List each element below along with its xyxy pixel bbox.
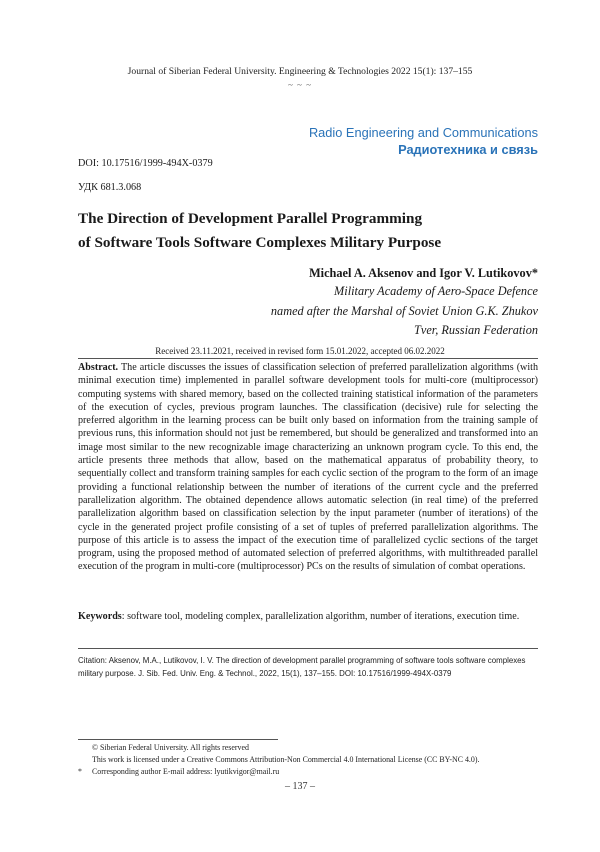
keywords-label: Keywords — [78, 611, 122, 622]
affiliation — [271, 282, 538, 341]
abstract — [78, 361, 538, 574]
corresponding-text: Corresponding author E-mail address: lyutikvigor@mail.ru — [92, 767, 280, 776]
section-title-en: Radio Engineering and Communications — [308, 125, 538, 140]
authors: Michael A. Aksenov and Igor V. Lutikovov* — [309, 266, 538, 280]
journal-header: Journal of Siberian Federal University. Engineering & Technologies 2022 15(1): 137–155 — [127, 66, 473, 77]
license-text: This work is licensed under a Creative Commons Attribution-Non Commercial 4.0 International License (CC BY-NC 4.0). — [92, 755, 480, 764]
affiliation-line-1: Military Academy of Aero-Space Defence — [334, 284, 538, 298]
abstract-label: Abstract. — [78, 362, 119, 373]
copyright-text: © Siberian Federal University. All rights reserved — [92, 743, 249, 752]
section-title-ru: Радиотехника и связь — [398, 142, 538, 157]
paper-title — [78, 207, 538, 255]
footnote-copyright — [78, 742, 548, 754]
asterisk-mark: * — [78, 767, 82, 776]
doi: DOI: 10.17516/1999-494X-0379 — [78, 158, 213, 169]
abstract-text: The article discusses the issues of classification selection of preferred parallelization algorithms (with minimal execution time) implemented in parallel software development tools for multi-core (multiprocessor) computing systems with shared memory, based on the collected training statistical information of the parameters of the execution of cycles, previous program launches. The classification (decisive) rule for selecting the preferred algorithm in the learning process can be built only based on information from the training sample of previous runs, this information should not just be remembered, but should be generalized and transformed into an image most similar to the new recognizable image characterizing an unknown program cycle. To this end, the article presents three methods that allow, based on the mathematical apparatus of probability theory, to sequentially collect and transform training samples for each cyclic section of the program to the form of an image providing a functional relationship between the number of iterations of the current cycle and the preferred parallelization algorithm. The obtained dependence allows automatic selection (in real time) of the preferred parallelization algorithm based on classification selection by the input parameter (number of iterations) of the cycle in the generated project profile consisting of a set of tuples of preferred parallelization algorithms. The purpose of this article is to assess the impact of the execution time of parallelized cyclic sections of the target program, using the proposed method of automated selection of preferred algorithms, with multithreaded parallel execution of the program in multi-core (multiprocessor) PCs on the results of simulation of combat operations. — [78, 362, 539, 573]
divider-top — [78, 358, 538, 359]
footnote-license — [78, 754, 548, 766]
header-ornament: ~ ~ ~ — [287, 80, 313, 90]
affiliation-line-2: named after the Marshal of Soviet Union G.K. Zhukov — [270, 303, 538, 318]
paper-title-line-2: of Software Tools Software Complexes Military Purpose — [78, 234, 442, 251]
udk-code: УДК 681.3.068 — [78, 182, 142, 193]
received-dates: Received 23.11.2021, received in revised form 15.01.2022, accepted 06.02.2022 — [155, 346, 445, 356]
keywords-text: : software tool, modeling complex, parallelization algorithm, number of iterations, execution time. — [121, 611, 520, 622]
footnote-corresponding — [78, 766, 548, 778]
footnote-divider — [78, 739, 278, 740]
citation: Citation: Aksenov, M.A., Lutikovov, I. V. The direction of development parallel programming of software tools software complexes military purpose. J. Sib. Fed. Univ. Eng. & Technol., 2022, 15(1), 137–155. DOI: 10.17516/1999-494X-0379 — [78, 656, 526, 678]
divider-bottom — [78, 648, 538, 649]
affiliation-line-3: Tver, Russian Federation — [414, 323, 538, 337]
keywords — [78, 610, 538, 623]
paper-title-line-1: The Direction of Development Parallel Programming — [78, 210, 423, 227]
page-number: – 137 – — [285, 781, 315, 792]
